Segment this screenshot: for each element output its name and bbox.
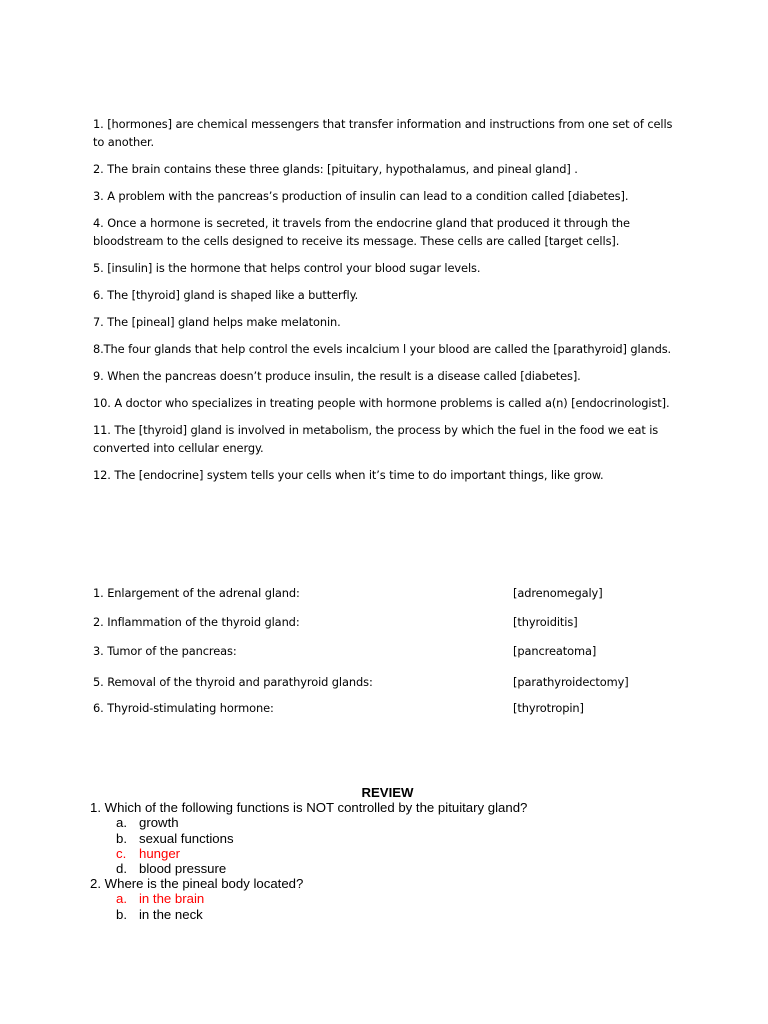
fill-in-item: 5. [insulin] is the hormone that helps control your blood sugar levels. <box>93 261 481 275</box>
fill-in-item: 1. [hormones] are chemical messengers that transfer information and instructions from one set of cells to another. <box>93 117 673 149</box>
term-answer: [thyrotropin] <box>513 701 584 715</box>
fill-in-item: 4. Once a hormone is secreted, it travels from the endocrine gland that produced it through the bloodstream to the cells designed to receive its message. These cells are called [target cells]. <box>93 216 630 248</box>
answer-option <box>90 907 690 922</box>
term-answer: [thyroiditis] <box>513 615 578 629</box>
option-text: hunger <box>139 845 181 861</box>
term-row <box>93 613 653 631</box>
answer-option <box>90 861 690 876</box>
term-row <box>93 584 653 602</box>
option-text: growth <box>139 815 179 831</box>
review-question: 2. Where is the pineal body located? <box>90 876 304 892</box>
fill-in-item: 2. The brain contains these three glands: [pituitary, hypothalamus, and pineal gland] . <box>93 162 578 176</box>
term-label: 2. Inflammation of the thyroid gland: <box>93 615 300 629</box>
term-row <box>93 673 653 691</box>
review-section <box>90 785 690 922</box>
fill-in-item: 7. The [pineal] gland helps make melatonin. <box>93 315 341 329</box>
term-label: 3. Tumor of the pancreas: <box>93 644 237 658</box>
answer-option <box>90 815 690 830</box>
review-title: REVIEW <box>361 785 414 800</box>
fill-in-item: 10. A doctor who specializes in treating people with hormone problems is called a(n) [endocrinologist]. <box>93 396 670 410</box>
fill-in-item: 6. The [thyroid] gland is shaped like a butterfly. <box>93 288 359 302</box>
term-answer: [parathyroidectomy] <box>513 675 629 689</box>
answer-option-correct <box>90 846 690 861</box>
fill-in-section <box>93 115 683 493</box>
fill-in-item: 8.The four glands that help control the evels incalcium l your blood are called the [parathyroid] glands. <box>93 342 672 356</box>
fill-in-item: 11. The [thyroid] gland is involved in metabolism, the process by which the fuel in the food we eat is converted into cellular energy. <box>93 423 659 455</box>
fill-in-item: 3. A problem with the pancreas’s production of insulin can lead to a condition called [diabetes]. <box>93 189 629 203</box>
option-letter: c. <box>116 845 127 861</box>
option-text: blood pressure <box>139 860 227 876</box>
review-question: 1. Which of the following functions is NOT controlled by the pituitary gland? <box>90 800 528 816</box>
option-letter: a. <box>116 815 127 831</box>
option-text: sexual functions <box>139 830 234 846</box>
option-text: in the neck <box>139 906 203 922</box>
term-row <box>93 699 653 717</box>
fill-in-item: 9. When the pancreas doesn’t produce insulin, the result is a disease called [diabetes]. <box>93 369 581 383</box>
terms-section <box>93 584 653 717</box>
term-answer: [adrenomegaly] <box>513 586 603 600</box>
option-text: in the brain <box>139 891 205 907</box>
option-letter: d. <box>116 860 127 876</box>
term-label: 6. Thyroid-stimulating hormone: <box>93 701 274 715</box>
term-label: 1. Enlargement of the adrenal gland: <box>93 586 300 600</box>
fill-in-item: 12. The [endocrine] system tells your cells when it’s time to do important things, like grow. <box>93 468 604 482</box>
answer-option <box>90 831 690 846</box>
option-letter: b. <box>116 830 127 846</box>
term-row <box>93 642 653 660</box>
term-label: 5. Removal of the thyroid and parathyroid glands: <box>93 675 373 689</box>
option-letter: b. <box>116 906 127 922</box>
answer-option-correct <box>90 891 690 906</box>
option-letter: a. <box>116 891 127 907</box>
term-answer: [pancreatoma] <box>513 644 597 658</box>
